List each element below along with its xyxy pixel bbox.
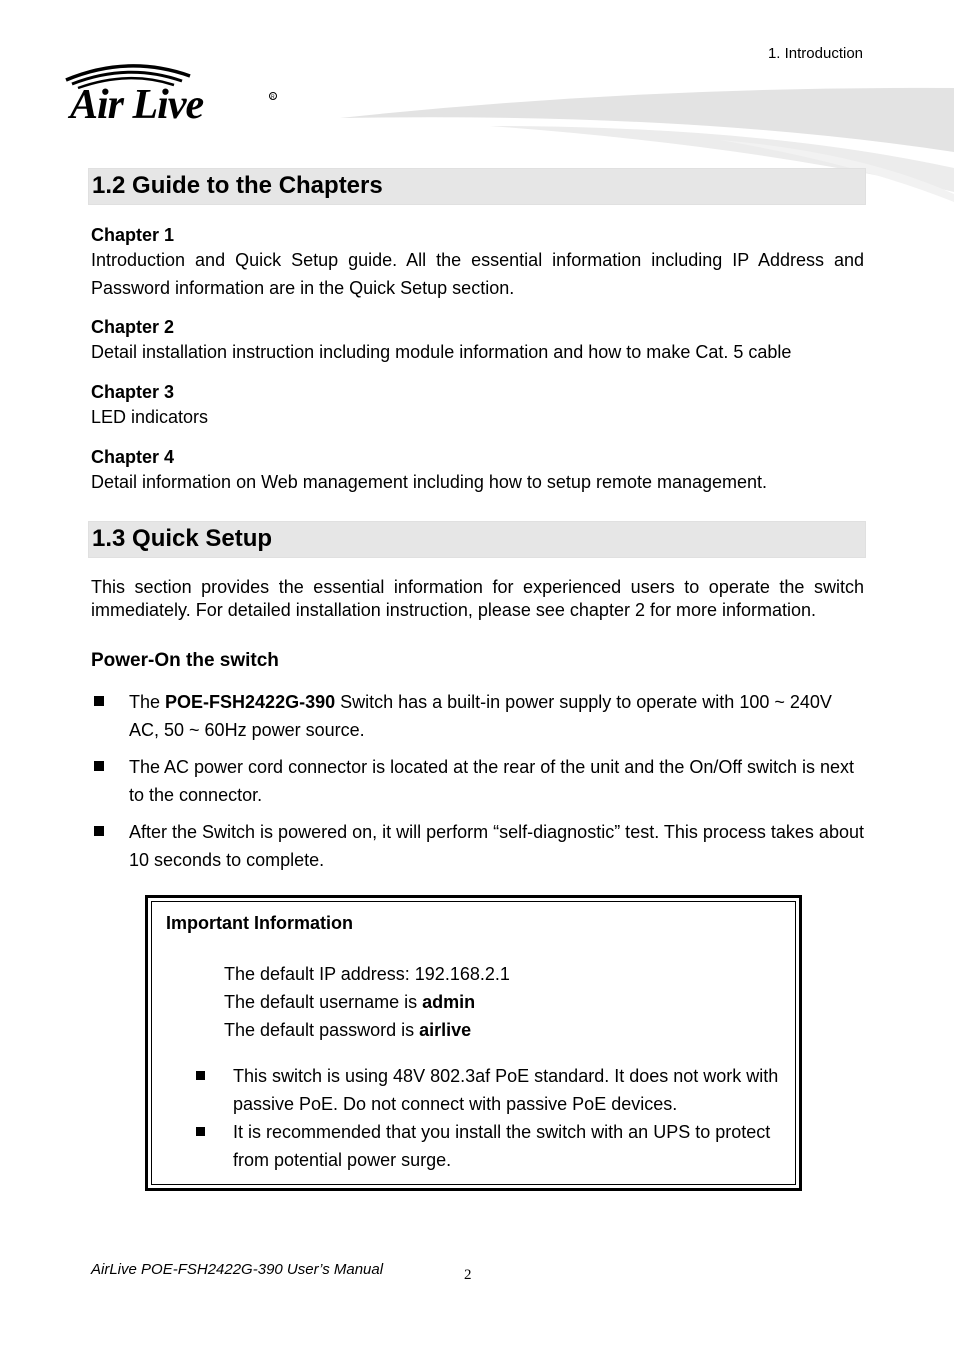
poe-standard-note: This switch is using 48V 802.3af PoE standard. It does not work with passive PoE. Do not connect with passive PoE devices. <box>233 1066 779 1114</box>
default-ip-line: The default IP address: 192.168.2.1 <box>224 964 510 984</box>
list-item <box>192 1062 782 1118</box>
list-item <box>192 1118 782 1174</box>
important-information-title: Important Information <box>166 913 353 933</box>
bullet-text: The POE-FSH2422G-390 Switch has a built-in power supply to operate with 100 ~ 240V AC, 50 ~ 60Hz power source. <box>129 692 832 740</box>
footer-manual-title: AirLive POE-FSH2422G-390 User’s Manual <box>91 1261 384 1278</box>
running-header: 1. Introduction <box>767 45 863 62</box>
quick-setup-intro: This section provides the essential information for experienced users to operate the switch immediately. For detailed installation instruction, please see chapter 2 for more information. <box>91 577 864 620</box>
list-item <box>91 818 864 874</box>
square-bullet-icon <box>196 1071 205 1080</box>
airlive-logo <box>58 60 288 125</box>
square-bullet-icon <box>196 1127 205 1136</box>
chapter-3-heading: Chapter 3 <box>91 382 175 402</box>
chapter-3-block <box>91 381 864 431</box>
chapter-3-text: LED indicators <box>91 407 209 427</box>
section-1-2-header <box>88 168 866 205</box>
default-username-value: admin <box>422 992 476 1012</box>
chapter-1-text: Introduction and Quick Setup guide. All the essential information including IP Address and Password information are in the Quick Setup section. <box>91 250 864 298</box>
model-name: POE-FSH2422G-390 <box>165 692 336 712</box>
page-number: 2 <box>464 1267 472 1283</box>
section-1-2-title: 1.2 Guide to the Chapters <box>92 172 383 199</box>
square-bullet-icon <box>94 696 104 706</box>
list-item <box>91 688 864 744</box>
svg-text:Air Live: Air Live <box>70 82 204 125</box>
important-information-inner <box>151 901 796 1185</box>
chapter-4-heading: Chapter 4 <box>91 447 175 467</box>
default-password-value: airlive <box>419 1020 472 1040</box>
svg-text:R: R <box>271 94 275 101</box>
section-1-3-title: 1.3 Quick Setup <box>92 525 273 552</box>
bullet-text: After the Switch is powered on, it will perform “self-diagnostic” test. This process takes about 10 seconds to complete. <box>129 822 864 870</box>
chapter-4-text: Detail information on Web management including how to setup remote management. <box>91 472 768 492</box>
default-username-line: The default username is admin <box>224 992 476 1012</box>
chapter-2-text: Detail installation instruction including module information and how to make Cat. 5 cable <box>91 342 792 362</box>
ups-recommendation-note: It is recommended that you install the switch with an UPS to protect from potential power surge. <box>233 1122 771 1170</box>
chapter-4-block <box>91 446 864 496</box>
chapter-2-heading: Chapter 2 <box>91 317 175 337</box>
important-information-box <box>145 895 802 1191</box>
power-on-subheading: Power-On the switch <box>91 650 279 671</box>
bullet-text: The AC power cord connector is located at the rear of the unit and the On/Off switch is next to the connector. <box>129 757 855 805</box>
square-bullet-icon <box>94 826 104 836</box>
chapter-2-block <box>91 316 864 366</box>
default-credentials <box>224 960 510 1044</box>
default-password-line: The default password is airlive <box>224 1020 472 1040</box>
list-item <box>91 753 864 809</box>
chapter-1-heading: Chapter 1 <box>91 225 175 245</box>
square-bullet-icon <box>94 761 104 771</box>
chapter-1-block <box>91 224 864 302</box>
section-1-3-header <box>88 521 866 558</box>
